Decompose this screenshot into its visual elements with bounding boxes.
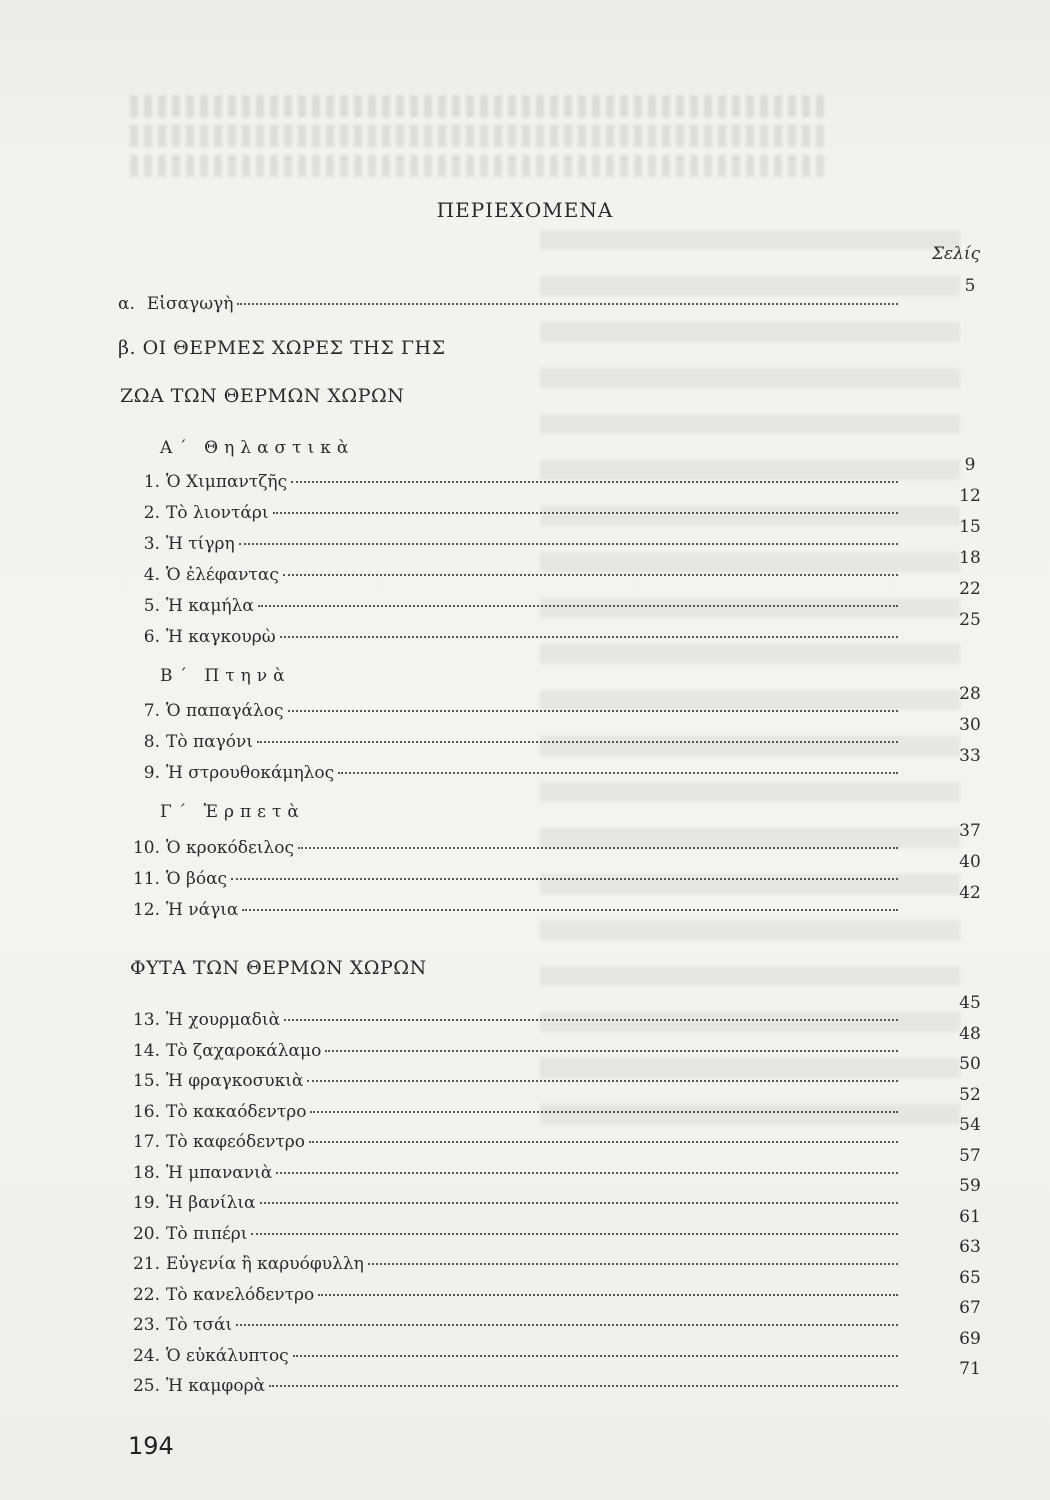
leader-dots bbox=[298, 837, 898, 849]
entry-page: 42 bbox=[959, 883, 981, 903]
toc-entry bbox=[118, 1285, 898, 1311]
entry-number: 19. bbox=[132, 1193, 160, 1213]
entry-page: 45 bbox=[959, 993, 981, 1013]
toc-entry bbox=[118, 869, 898, 895]
entry-title: Ἡ τίγρη bbox=[166, 534, 235, 554]
toc-entry bbox=[118, 1224, 898, 1250]
entry-page: 18 bbox=[959, 548, 981, 568]
entry-title: Τὸ λιοντάρι bbox=[166, 503, 269, 523]
entry-number: 10. bbox=[132, 838, 160, 858]
entry-title: Ἡ καγκουρὼ bbox=[166, 627, 276, 647]
leader-dots bbox=[325, 1040, 898, 1052]
toc-entry bbox=[118, 1346, 898, 1372]
leader-dots bbox=[260, 1192, 899, 1204]
entry-number: 13. bbox=[132, 1010, 160, 1030]
leader-dots bbox=[276, 1162, 898, 1174]
entry-page: 12 bbox=[959, 486, 981, 506]
leader-dots bbox=[310, 1101, 898, 1113]
entry-number: α. bbox=[118, 294, 135, 314]
entry-title: Τὸ πιπέρι bbox=[166, 1223, 248, 1244]
toc-entry bbox=[118, 627, 898, 653]
toc-entry-intro bbox=[118, 294, 898, 320]
entry-number: 20. bbox=[132, 1223, 160, 1244]
entry-number: 1. bbox=[143, 472, 160, 492]
entry-title: Ἡ βανίλια bbox=[166, 1193, 256, 1213]
entry-title: Ἡ στρουθοκάμηλος bbox=[166, 763, 335, 783]
entry-page: 71 bbox=[959, 1359, 981, 1379]
entry-page: 48 bbox=[959, 1023, 981, 1044]
toc-entry bbox=[118, 763, 898, 789]
entry-title: Ὁ εὐκάλυπτος bbox=[166, 1345, 289, 1366]
entry-title: Εἰσαγωγὴ bbox=[146, 294, 234, 314]
leader-dots bbox=[288, 700, 899, 712]
toc-entry bbox=[118, 1193, 898, 1219]
entry-page: 15 bbox=[959, 517, 981, 537]
subsection-heading-reptiles: Γ΄ Ἑρπετὰ bbox=[160, 802, 305, 822]
entry-title: Τὸ παγόνι bbox=[166, 732, 254, 752]
entry-page: 9 bbox=[964, 455, 976, 475]
leader-dots bbox=[338, 762, 898, 774]
entry-title: Τὸ κανελόδεντρο bbox=[166, 1284, 315, 1305]
entry-title: Ὁ κροκόδειλος bbox=[166, 838, 294, 858]
toc-entry bbox=[118, 1163, 898, 1189]
leader-dots bbox=[242, 899, 898, 911]
toc-entry bbox=[118, 1376, 898, 1402]
toc-entry bbox=[118, 732, 898, 758]
entry-page: 37 bbox=[959, 821, 981, 841]
entry-number: 15. bbox=[132, 1071, 160, 1091]
entry-title: Τὸ κακαόδεντρο bbox=[166, 1101, 307, 1122]
toc-entry bbox=[118, 1132, 898, 1158]
entry-number: 11. bbox=[132, 869, 160, 889]
entry-title: Ἡ χουρμαδιὰ bbox=[166, 1010, 281, 1030]
entry-title: Ἡ νάγια bbox=[166, 900, 239, 920]
section-heading-animals: ΖΩΑ ΤΩΝ ΘΕΡΜΩΝ ΧΩΡΩΝ bbox=[120, 385, 405, 407]
leader-dots bbox=[251, 1223, 898, 1235]
leader-dots bbox=[237, 293, 898, 305]
entry-title: Ἡ καμήλα bbox=[166, 596, 254, 616]
entry-page: 33 bbox=[959, 746, 981, 766]
entry-number: 22. bbox=[132, 1284, 160, 1305]
entry-number: 14. bbox=[132, 1040, 160, 1061]
entry-page: 25 bbox=[959, 610, 981, 630]
page-title: ΠΕΡΙΕΧΟΜΕΝΑ bbox=[436, 198, 614, 222]
toc-entry bbox=[118, 701, 898, 727]
leader-dots bbox=[318, 1284, 898, 1296]
entry-number: 4. bbox=[143, 565, 160, 585]
entry-title: Τὸ ζαχαροκάλαμο bbox=[166, 1040, 322, 1061]
entry-number: 23. bbox=[132, 1315, 160, 1335]
bleed-through-text bbox=[130, 95, 830, 185]
toc-entry bbox=[118, 1315, 898, 1341]
entry-number: 12. bbox=[132, 900, 160, 920]
entry-page: 54 bbox=[959, 1115, 981, 1135]
entry-number: 17. bbox=[132, 1132, 160, 1152]
leader-dots bbox=[280, 626, 898, 638]
entry-title: Ὁ παπαγάλος bbox=[166, 701, 284, 721]
toc-entry bbox=[118, 838, 898, 864]
toc-entry bbox=[118, 1254, 898, 1280]
toc-entry bbox=[118, 596, 898, 622]
entry-number: 18. bbox=[132, 1162, 160, 1183]
entry-number: 5. bbox=[143, 596, 160, 616]
entry-title: Τὸ τσάι bbox=[166, 1315, 233, 1335]
leader-dots bbox=[307, 1070, 898, 1082]
entry-title: Ὁ ἐλέφαντας bbox=[166, 565, 279, 585]
leader-dots bbox=[368, 1253, 898, 1265]
leader-dots bbox=[269, 1375, 898, 1387]
section-heading-plants: ΦΥΤΑ ΤΩΝ ΘΕΡΜΩΝ ΧΩΡΩΝ bbox=[130, 957, 427, 979]
leader-dots bbox=[309, 1131, 898, 1143]
entry-page: 5 bbox=[964, 276, 976, 296]
section-heading-hot-lands: β. ΟΙ ΘΕΡΜΕΣ ΧΩΡΕΣ ΤΗΣ ΓΗΣ bbox=[118, 337, 446, 359]
entry-number: 7. bbox=[143, 701, 160, 721]
entry-title: Ἡ μπανανιὰ bbox=[166, 1162, 273, 1183]
entry-page: 61 bbox=[959, 1206, 981, 1227]
toc-entry bbox=[118, 1010, 898, 1036]
toc-entry bbox=[118, 534, 898, 560]
subsection-heading-birds: Β΄ Πτηνὰ bbox=[160, 666, 291, 686]
entry-title: Εὐγενία ἢ καρυόφυλλη bbox=[166, 1254, 364, 1274]
toc-entry bbox=[118, 1102, 898, 1128]
entry-page: 57 bbox=[959, 1145, 981, 1166]
entry-number: 21. bbox=[132, 1254, 160, 1274]
entry-number: 25. bbox=[132, 1376, 160, 1396]
entry-page: 69 bbox=[959, 1328, 981, 1349]
entry-page: 52 bbox=[959, 1084, 981, 1105]
leader-dots bbox=[236, 1314, 898, 1326]
toc-entry bbox=[118, 900, 898, 926]
entry-title: Ὁ Χιμπαντζῆς bbox=[166, 472, 288, 492]
entry-title: Τὸ καφεόδεντρο bbox=[166, 1132, 306, 1152]
toc-entry bbox=[118, 503, 898, 529]
entry-page: 65 bbox=[959, 1267, 981, 1288]
leader-dots bbox=[257, 731, 898, 743]
entry-number: 16. bbox=[132, 1101, 160, 1122]
toc-entry bbox=[118, 1071, 898, 1097]
leader-dots bbox=[239, 533, 898, 545]
entry-title: Ὁ βόας bbox=[166, 869, 228, 889]
leader-dots bbox=[291, 471, 898, 483]
entry-page: 67 bbox=[959, 1298, 981, 1318]
entry-number: 3. bbox=[143, 534, 160, 554]
page-number: 194 bbox=[128, 1432, 174, 1460]
entry-number: 6. bbox=[143, 627, 160, 647]
entry-page: 22 bbox=[959, 579, 981, 599]
entry-page: 59 bbox=[959, 1176, 981, 1196]
toc-entry bbox=[118, 472, 898, 498]
leader-dots bbox=[258, 595, 898, 607]
page-column-label: Σελίς bbox=[932, 244, 981, 264]
entry-number: 24. bbox=[132, 1345, 160, 1366]
leader-dots bbox=[293, 1345, 898, 1357]
leader-dots bbox=[283, 564, 898, 576]
leader-dots bbox=[273, 502, 898, 514]
entry-title: Ἡ καμφορὰ bbox=[166, 1376, 266, 1396]
entry-page: 28 bbox=[959, 684, 981, 704]
entry-page: 40 bbox=[959, 852, 981, 872]
entry-title: Ἡ φραγκοσυκιὰ bbox=[166, 1071, 304, 1091]
entry-number: 2. bbox=[143, 503, 160, 523]
toc-entry bbox=[118, 565, 898, 591]
leader-dots bbox=[284, 1009, 898, 1021]
entry-number: 8. bbox=[143, 732, 160, 752]
entry-page: 63 bbox=[959, 1237, 981, 1257]
entry-page: 30 bbox=[959, 715, 981, 735]
toc-entry bbox=[118, 1041, 898, 1067]
leader-dots bbox=[231, 868, 898, 880]
entry-page: 50 bbox=[959, 1054, 981, 1074]
subsection-heading-mammals: Α΄ Θηλαστικὰ bbox=[160, 438, 355, 458]
bleed-through-text bbox=[540, 230, 960, 1130]
entry-number: 9. bbox=[143, 763, 160, 783]
